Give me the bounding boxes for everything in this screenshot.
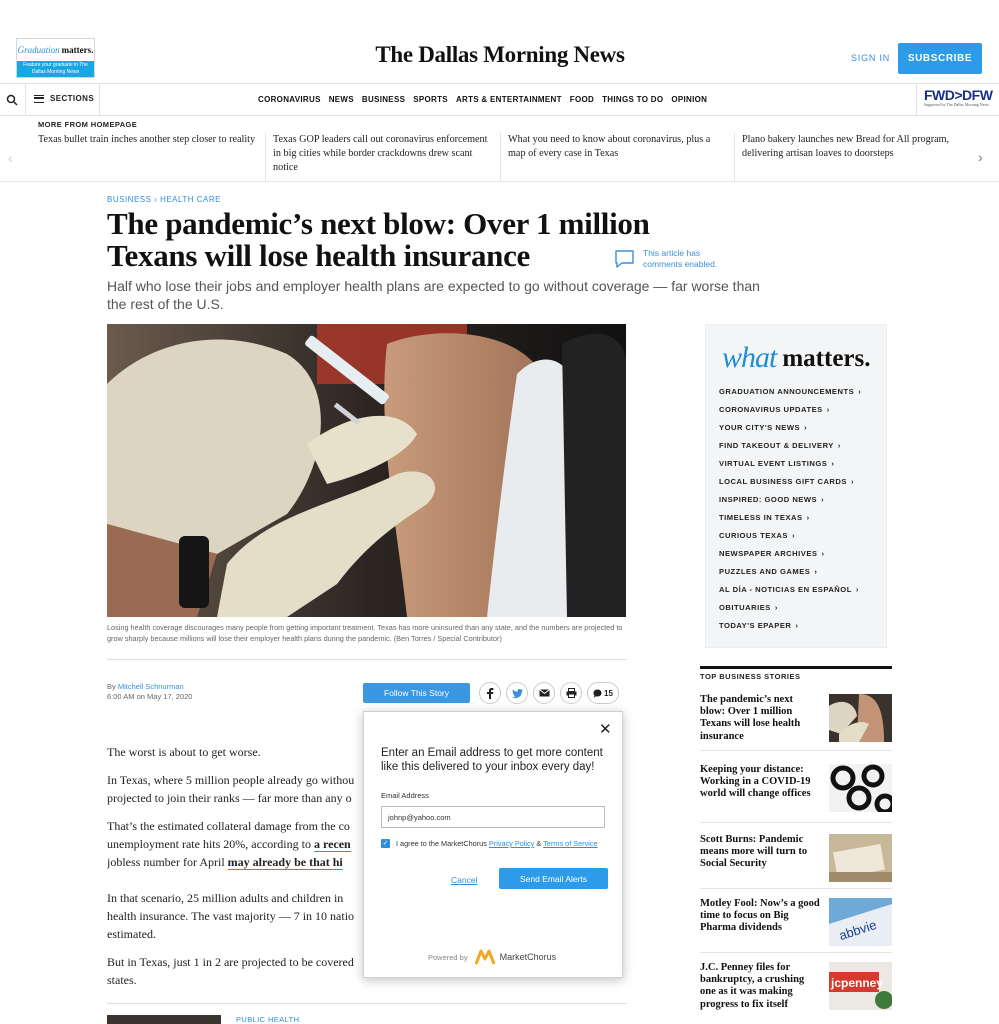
send-email-alerts-button[interactable]: Send Email Alerts bbox=[499, 868, 608, 889]
paragraph-text: unemployment rate hits 20%, according to bbox=[107, 837, 311, 851]
chevron-right-icon: › bbox=[804, 423, 808, 432]
chevron-right-icon: › bbox=[791, 531, 795, 540]
chevron-right-icon: › bbox=[837, 441, 841, 450]
business-story-title[interactable]: The pandemic’s next blow: Over 1 million Texans will lose health insurance bbox=[700, 694, 801, 742]
business-story-thumbnail[interactable] bbox=[829, 834, 892, 882]
close-icon[interactable]: ✕ bbox=[599, 721, 612, 738]
graduation-matters-promo[interactable] bbox=[16, 38, 95, 78]
what-matters-link[interactable] bbox=[719, 437, 861, 455]
what-matters-link[interactable] bbox=[719, 383, 861, 401]
paragraph-text: jobless number for April bbox=[107, 855, 225, 869]
comments-note[interactable] bbox=[614, 248, 733, 270]
comment-count: 15 bbox=[604, 688, 613, 698]
powered-by bbox=[428, 949, 556, 965]
consent-row bbox=[381, 839, 598, 848]
divider bbox=[107, 659, 626, 660]
chevron-right-icon: › bbox=[831, 459, 835, 468]
link-label: GRADUATION ANNOUNCEMENTS bbox=[719, 387, 855, 396]
what-matters-link[interactable] bbox=[719, 419, 861, 437]
timestamp: 6:00 AM on May 17, 2020 bbox=[107, 692, 193, 701]
chevron-right-icon: › bbox=[850, 477, 854, 486]
paragraph-line: states. bbox=[107, 973, 137, 987]
story-divider bbox=[700, 952, 892, 953]
divider bbox=[107, 1003, 626, 1004]
marketchorus-logo-icon bbox=[475, 949, 495, 965]
what-matters-logo[interactable] bbox=[722, 343, 871, 373]
cancel-button[interactable]: Cancel bbox=[451, 875, 478, 885]
top-business-label: TOP BUSINESS STORIES bbox=[700, 672, 801, 681]
print-icon[interactable] bbox=[560, 682, 582, 704]
follow-story-button[interactable]: Follow This Story bbox=[363, 683, 470, 703]
terms-of-service-link[interactable]: Terms of Service bbox=[543, 839, 598, 848]
jobless-link[interactable]: may already be that hi bbox=[227, 855, 343, 869]
nav-divider bbox=[99, 84, 100, 115]
facebook-icon[interactable] bbox=[479, 682, 501, 704]
chevron-right-icon: › bbox=[795, 621, 799, 630]
nav-link-food[interactable]: FOOD bbox=[569, 95, 595, 104]
what-matters-list bbox=[719, 383, 861, 635]
story-divider bbox=[734, 133, 735, 181]
homepage-story[interactable]: Texas bullet train inches another step closer to reality bbox=[38, 134, 256, 145]
homepage-story[interactable]: What you need to know about coronavirus, plus a map of every case in Texas bbox=[508, 134, 711, 159]
nav-link-opinion[interactable]: OPINION bbox=[671, 95, 708, 104]
consent-amp: & bbox=[536, 839, 542, 848]
article-headline: The pandemic’s next blow: Over 1 million Texans will lose health insurance bbox=[107, 206, 650, 273]
paragraph-line: projected to join their ranks — far more than any o bbox=[107, 791, 352, 805]
paragraph-line: In that scenario, 25 million adults and children in bbox=[107, 891, 344, 905]
masthead-logo[interactable]: The Dallas Morning News bbox=[375, 42, 625, 67]
homepage-story[interactable]: Plano bakery launches new Bread for All program, delivering artisan loaves to doorsteps bbox=[742, 134, 950, 159]
vaccination-photo bbox=[107, 324, 626, 617]
business-story[interactable] bbox=[700, 694, 892, 744]
chevron-right-icon: › bbox=[806, 513, 810, 522]
chevron-right-icon: › bbox=[814, 567, 818, 576]
nav-links bbox=[258, 95, 707, 104]
what-matters-link[interactable] bbox=[719, 527, 861, 545]
email-signup-modal bbox=[363, 711, 623, 978]
email-field-label: Email Address bbox=[381, 791, 429, 800]
promo-subtext: Feature your graduate in The Dallas Morning News bbox=[17, 61, 94, 77]
related-story-thumbnail[interactable] bbox=[107, 1015, 221, 1024]
link-label: AL DÍA - NOTICIAS EN ESPAÑOL bbox=[719, 585, 852, 594]
what-matters-link[interactable] bbox=[719, 599, 861, 617]
article-photo[interactable] bbox=[107, 324, 626, 617]
story-divider bbox=[700, 822, 892, 823]
nav-link-business[interactable]: BUSINESS bbox=[361, 95, 406, 104]
business-story[interactable] bbox=[700, 764, 892, 814]
story-divider bbox=[265, 133, 266, 181]
chevron-right-icon: › bbox=[858, 387, 862, 396]
study-link[interactable]: a recen bbox=[313, 837, 351, 851]
jcpenney-logo-text: jcpenney bbox=[831, 976, 884, 990]
nav-link-things-to-do[interactable]: THINGS TO DO bbox=[602, 95, 664, 104]
homepage-strip bbox=[0, 116, 999, 182]
business-story-thumbnail[interactable] bbox=[829, 898, 892, 946]
privacy-policy-link[interactable]: Privacy Policy bbox=[488, 839, 535, 848]
fwd-dfw-tagline: Supported by The Dallas Morning News bbox=[924, 102, 989, 107]
nav-link-sports[interactable]: SPORTS bbox=[413, 95, 448, 104]
comment-count-button[interactable] bbox=[587, 682, 619, 704]
paragraph-line: estimated. bbox=[107, 927, 156, 941]
business-story-title[interactable]: J.C. Penney files for bankruptcy, a crushing one as it was making progress to fix itself bbox=[700, 962, 805, 1010]
story-divider bbox=[700, 750, 892, 751]
share-bar bbox=[479, 682, 619, 704]
business-story[interactable] bbox=[700, 898, 892, 948]
article-kicker[interactable]: BUSINESS › HEALTH CARE bbox=[107, 195, 221, 204]
homepage-story[interactable]: Texas GOP leaders call out coronavirus enforcement in big cities while border crackdowns drew scant notice bbox=[273, 134, 488, 173]
chevron-right-icon: › bbox=[855, 585, 859, 594]
paragraph-line: health insurance. The vast majority — 7 in 10 natio bbox=[107, 909, 355, 923]
nav-link-news[interactable]: NEWS bbox=[328, 95, 354, 104]
search-icon[interactable] bbox=[6, 94, 18, 106]
link-label: TIMELESS IN TEXAS bbox=[719, 513, 803, 522]
nav-divider bbox=[25, 84, 26, 115]
site-header bbox=[0, 0, 999, 84]
business-story-thumbnail[interactable] bbox=[829, 962, 892, 1010]
promo-logo bbox=[17, 39, 94, 61]
promo-brand-text: matters. bbox=[61, 45, 94, 55]
powered-by-label: Powered by bbox=[428, 952, 468, 962]
nav-link-coronavirus[interactable]: CORONAVIRUS bbox=[258, 95, 321, 104]
chevron-right-icon: › bbox=[826, 405, 830, 414]
what-matters-link[interactable] bbox=[719, 455, 861, 473]
link-label: YOUR CITY'S NEWS bbox=[719, 423, 801, 432]
business-story-title[interactable]: Keeping your distance: Working in a COVID-19 world will change offices bbox=[700, 764, 811, 800]
author-link[interactable]: Mitchell Schnurman bbox=[117, 682, 184, 691]
chevron-right-icon: › bbox=[821, 495, 825, 504]
what-matters-link[interactable] bbox=[719, 545, 861, 563]
fwd-dfw-logo[interactable] bbox=[916, 84, 999, 115]
what-matters-link[interactable] bbox=[719, 401, 861, 419]
email-field[interactable] bbox=[381, 806, 605, 828]
what-matters-link[interactable] bbox=[719, 581, 861, 599]
modal-headline: Enter an Email address to get more content like this delivered to your inbox every day! bbox=[381, 747, 603, 773]
link-label: TODAY'S EPAPER bbox=[719, 621, 792, 630]
abbvie-logo-text: abbvie bbox=[837, 916, 879, 944]
marketchorus-name: MarketChorus bbox=[499, 952, 557, 962]
promo-script-text: Graduation bbox=[17, 45, 60, 55]
paragraph-line: But in Texas, just 1 in 2 are projected to be covered bbox=[107, 955, 354, 969]
story-divider bbox=[700, 888, 892, 889]
link-label: INSPIRED: GOOD NEWS bbox=[719, 495, 818, 504]
what-matters-link[interactable] bbox=[719, 617, 861, 635]
article-deck: Half who lose their jobs and employer health plans are expected to go without coverage — far worse than the rest of the U.S. bbox=[107, 278, 760, 312]
what-matters-box bbox=[705, 324, 887, 648]
link-label: LOCAL BUSINESS GIFT CARDS bbox=[719, 477, 847, 486]
byline-prefix: By bbox=[107, 682, 116, 691]
link-label: CORONAVIRUS UPDATES bbox=[719, 405, 823, 414]
what-matters-link[interactable] bbox=[719, 473, 861, 491]
paragraph: The worst is about to get worse. bbox=[107, 745, 261, 759]
byline bbox=[107, 682, 192, 702]
paragraph-line: That’s the estimated collateral damage from the co bbox=[107, 819, 350, 833]
what-matters-script: what bbox=[722, 341, 777, 374]
comment-icon bbox=[593, 689, 602, 698]
link-label: NEWSPAPER ARCHIVES bbox=[719, 549, 818, 558]
main-nav bbox=[0, 84, 999, 116]
business-story-title[interactable]: Scott Burns: Pandemic means more will turn to Social Security bbox=[700, 834, 808, 870]
link-label: FIND TAKEOUT & DELIVERY bbox=[719, 441, 834, 450]
link-label: PUZZLES AND GAMES bbox=[719, 567, 811, 576]
paragraph-line: In Texas, where 5 million people already go withou bbox=[107, 773, 355, 787]
comment-bubble-icon bbox=[614, 249, 635, 269]
business-story-thumbnail[interactable] bbox=[829, 764, 892, 812]
fwd-dfw-wordmark: FWD>DFW bbox=[924, 87, 993, 103]
comments-note-text: This article has comments enabled. bbox=[643, 248, 718, 269]
business-story[interactable] bbox=[700, 834, 892, 884]
nav-link-arts-entertainment[interactable]: ARTS & ENTERTAINMENT bbox=[455, 95, 562, 104]
chevron-right-icon[interactable]: › bbox=[978, 149, 983, 165]
link-label: CURIOUS TEXAS bbox=[719, 531, 788, 540]
subscribe-button[interactable]: SUBSCRIBE bbox=[898, 43, 982, 74]
hamburger-icon bbox=[34, 95, 44, 103]
business-story[interactable] bbox=[700, 962, 892, 1012]
chevron-right-icon: › bbox=[821, 549, 825, 558]
sections-label: SECTIONS bbox=[50, 94, 95, 103]
related-story-kicker[interactable]: PUBLIC HEALTH bbox=[236, 1015, 300, 1024]
photo-caption: Losing health coverage discourages many people from getting important treatment. Texas has more uninsured than any state, and the numbers are projected to grow sharply because millions will lose their employer health plans during the pandemic. (Ben Torres / Special Contributor) bbox=[107, 623, 623, 643]
what-matters-link[interactable] bbox=[719, 563, 861, 581]
consent-text: I agree to the MarketChorus bbox=[396, 839, 487, 848]
story-divider bbox=[500, 133, 501, 181]
business-story-title[interactable]: Motley Fool: Now’s a good time to focus on Big Pharma dividends bbox=[700, 898, 820, 934]
what-matters-wordmark: matters. bbox=[782, 345, 871, 372]
email-icon[interactable] bbox=[533, 682, 555, 704]
chevron-right-icon: › bbox=[774, 603, 778, 612]
what-matters-link[interactable] bbox=[719, 509, 861, 527]
link-label: VIRTUAL EVENT LISTINGS bbox=[719, 459, 828, 468]
what-matters-link[interactable] bbox=[719, 491, 861, 509]
business-story-thumbnail[interactable] bbox=[829, 694, 892, 742]
sign-in-link[interactable]: SIGN IN bbox=[851, 53, 891, 63]
sections-button[interactable] bbox=[34, 94, 94, 103]
consent-checkbox[interactable]: ✓ bbox=[382, 840, 389, 847]
section-rule bbox=[700, 666, 892, 669]
twitter-icon[interactable] bbox=[506, 682, 528, 704]
link-label: OBITUARIES bbox=[719, 603, 771, 612]
homepage-label: MORE FROM HOMEPAGE bbox=[38, 120, 138, 129]
chevron-left-icon[interactable]: ‹ bbox=[8, 150, 13, 166]
